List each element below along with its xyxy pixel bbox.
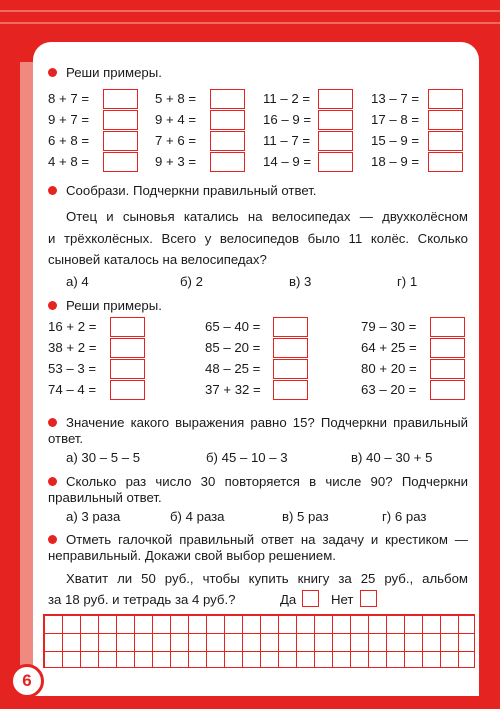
answer-box[interactable] (318, 110, 353, 130)
no-label: Нет (331, 592, 354, 607)
example-expression (361, 319, 416, 334)
task6-text-line: Хватит ли 50 руб., чтобы купить книгу за 25 руб., альбом (66, 571, 468, 586)
example-expression (361, 382, 416, 397)
task4-title-line: ответ. (48, 431, 84, 446)
task4-option[interactable]: б) 45 – 10 – 3 (206, 450, 288, 465)
yes-label: Да (280, 592, 297, 607)
example-expression (48, 340, 96, 355)
answer-box[interactable] (273, 338, 308, 358)
task5-title-line: правильный ответ. (48, 490, 162, 505)
answer-box[interactable] (210, 110, 245, 130)
example-text: 37 + 32 = (205, 382, 261, 397)
example-text: 16 – 9 = (263, 112, 312, 127)
task3-title: Реши примеры. (66, 298, 162, 313)
example-text: 9 + 4 = (155, 112, 197, 127)
task5-option[interactable]: а) 3 раза (66, 509, 121, 524)
solution-grid[interactable] (43, 614, 475, 668)
answer-box[interactable] (103, 152, 138, 172)
example-text: 80 + 20 = (361, 361, 417, 376)
answer-box[interactable] (318, 89, 353, 109)
example-text: 16 + 2 = (48, 319, 97, 334)
answer-box[interactable] (318, 131, 353, 151)
example-expression (205, 382, 261, 397)
page-number: 6 (10, 664, 44, 698)
example-text: 11 – 2 = (263, 91, 311, 106)
example-text: 4 + 8 = (48, 154, 90, 169)
example-text: 5 + 8 = (155, 91, 197, 106)
example-text: 9 + 3 = (155, 154, 197, 169)
answer-box[interactable] (428, 131, 463, 151)
answer-box[interactable] (273, 359, 308, 379)
example-expression (48, 154, 89, 169)
task2-option[interactable]: г) 1 (397, 274, 418, 289)
example-expression (263, 154, 311, 169)
example-expression (361, 340, 417, 355)
example-text: 65 – 40 = (205, 319, 261, 334)
example-text: 13 – 7 = (371, 91, 420, 106)
example-text: 64 + 25 = (361, 340, 417, 355)
example-expression (263, 133, 310, 148)
answer-box[interactable] (110, 359, 145, 379)
example-expression (48, 319, 96, 334)
task-bullet (48, 418, 57, 427)
example-text: 18 – 9 = (371, 154, 420, 169)
task4-option[interactable]: а) 30 – 5 – 5 (66, 450, 141, 465)
answer-box[interactable] (428, 152, 463, 172)
answer-box[interactable] (273, 380, 308, 400)
answer-box[interactable] (428, 110, 463, 130)
left-margin-band (20, 62, 33, 682)
example-expression (205, 340, 260, 355)
task2-text-line: и трёхколёсных. Всего у велосипедов было 11 колёс. Сколько (48, 231, 468, 246)
answer-box[interactable] (430, 317, 465, 337)
task5-option[interactable]: в) 5 раз (282, 509, 329, 524)
task5-option[interactable]: г) 6 раз (382, 509, 427, 524)
example-text: 9 + 7 = (48, 112, 90, 127)
answer-box[interactable] (273, 317, 308, 337)
example-expression (371, 154, 419, 169)
example-expression (155, 112, 196, 127)
example-expression (48, 91, 89, 106)
example-expression (48, 112, 89, 127)
task6-title-line: Отметь галочкой правильный ответ на задачу и крестиком — (66, 532, 468, 547)
answer-box[interactable] (103, 110, 138, 130)
example-text: 7 + 6 = (155, 133, 197, 148)
answer-box[interactable] (430, 380, 465, 400)
task-bullet (48, 68, 57, 77)
stripe-line (0, 22, 500, 24)
example-text: 85 – 20 = (205, 340, 261, 355)
example-text: 14 – 9 = (263, 154, 312, 169)
example-text: 17 – 8 = (371, 112, 420, 127)
task1-title: Реши примеры. (66, 65, 162, 80)
answer-box[interactable] (210, 131, 245, 151)
example-expression (155, 91, 196, 106)
task-bullet (48, 477, 57, 486)
answer-box[interactable] (210, 89, 245, 109)
answer-box[interactable] (110, 380, 145, 400)
task6-text-line: за 18 руб. и тетрадь за 4 руб.? (48, 592, 236, 607)
example-expression (371, 91, 419, 106)
task6-title-line: неправильный. Докажи свой выбор решением. (48, 548, 336, 563)
example-expression (371, 133, 419, 148)
example-text: 11 – 7 = (263, 133, 311, 148)
example-text: 79 – 30 = (361, 319, 417, 334)
example-text: 48 – 25 = (205, 361, 261, 376)
example-expression (155, 133, 196, 148)
example-text: 15 – 9 = (371, 133, 420, 148)
example-expression (205, 361, 260, 376)
answer-box[interactable] (103, 131, 138, 151)
task-bullet (48, 535, 57, 544)
example-text: 53 – 3 = (48, 361, 97, 376)
no-checkbox[interactable] (360, 590, 377, 607)
example-expression (48, 133, 89, 148)
example-expression (205, 319, 260, 334)
task2-option[interactable]: б) 2 (180, 274, 203, 289)
task2-text-line: Отец и сыновья катались на велосипедах — двухколёсном (66, 209, 468, 224)
example-expression (361, 361, 417, 376)
example-expression (263, 91, 310, 106)
task2-text-line: сыновей каталось на велосипедах? (48, 252, 267, 267)
example-expression (155, 154, 196, 169)
task2-option[interactable]: в) 3 (289, 274, 312, 289)
example-text: 8 + 7 = (48, 91, 90, 106)
answer-box[interactable] (430, 338, 465, 358)
answer-box[interactable] (110, 338, 145, 358)
answer-box[interactable] (103, 89, 138, 109)
example-text: 63 – 20 = (361, 382, 417, 397)
answer-box[interactable] (210, 152, 245, 172)
example-expression (48, 382, 96, 397)
example-expression (371, 112, 419, 127)
task2-title: Сообрази. Подчеркни правильный ответ. (66, 183, 317, 198)
answer-box[interactable] (430, 359, 465, 379)
task5-title-line: Сколько раз число 30 повторяется в числе 90? Подчеркни (66, 474, 468, 489)
example-expression (263, 112, 311, 127)
stripe-line (0, 10, 500, 12)
example-text: 6 + 8 = (48, 133, 90, 148)
example-expression (48, 361, 96, 376)
example-text: 74 – 4 = (48, 382, 97, 397)
task-bullet (48, 301, 57, 310)
yes-checkbox[interactable] (302, 590, 319, 607)
answer-box[interactable] (318, 152, 353, 172)
task4-title-line: Значение какого выражения равно 15? Подчеркни правильный (66, 415, 468, 430)
task5-option[interactable]: б) 4 раза (170, 509, 225, 524)
answer-box[interactable] (428, 89, 463, 109)
task2-option[interactable]: а) 4 (66, 274, 89, 289)
answer-box[interactable] (110, 317, 145, 337)
task-bullet (48, 186, 57, 195)
task4-option[interactable]: в) 40 – 30 + 5 (351, 450, 433, 465)
example-text: 38 + 2 = (48, 340, 97, 355)
